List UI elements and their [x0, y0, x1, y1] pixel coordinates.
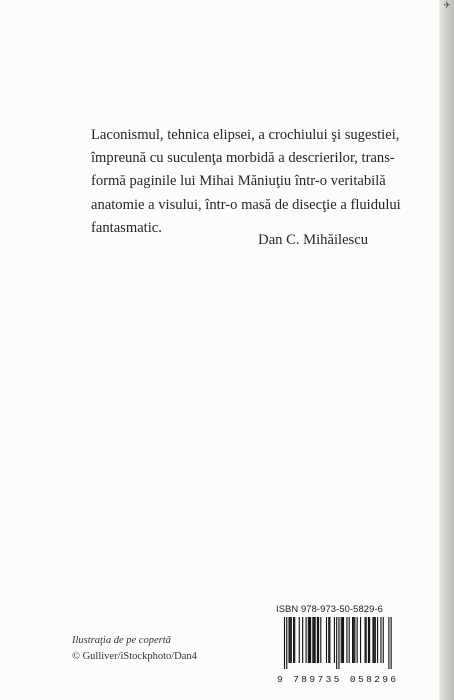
barcode-bar	[286, 617, 287, 669]
barcode-bar	[338, 617, 339, 669]
barcode-bar	[290, 617, 291, 663]
blurb-line: Laconismul, tehnica elipsei, a crochiului şi sugestiei,	[91, 127, 400, 143]
blurb-line: formă paginile lui Mihai Măniuţiu într-o veritabilă	[91, 173, 386, 190]
barcode-bar	[357, 617, 358, 663]
barcode-bar	[294, 617, 295, 663]
barcode-bar	[375, 617, 376, 663]
barcode-bar	[383, 617, 384, 663]
barcode-bar	[354, 617, 355, 663]
isbn-block	[276, 603, 399, 687]
barcode-bar	[288, 617, 289, 663]
barcode-bar	[308, 617, 309, 663]
barcode-bar	[336, 617, 337, 669]
barcode-bar	[291, 617, 292, 663]
barcode-bar	[343, 617, 344, 663]
blurb-text	[91, 124, 401, 240]
blurb-line: fantasmatic.	[91, 219, 162, 236]
barcode-bar	[306, 617, 307, 663]
barcode-bar	[310, 617, 311, 663]
credits-label: Ilustraţia de pe copertă	[72, 635, 171, 646]
barcode-bar	[380, 617, 381, 663]
barcode-bar	[318, 617, 319, 663]
barcode-bar	[313, 617, 314, 663]
barcode-bar	[328, 617, 329, 663]
barcode-bar	[341, 617, 342, 663]
isbn-number: ISBN 978-973-50-5829-6	[276, 603, 383, 614]
barcode-bar	[302, 617, 303, 663]
barcode-digits: 9 789735 058296	[277, 674, 399, 685]
barcode-bar	[293, 617, 294, 663]
barcode-bar	[365, 617, 366, 663]
barcode-bar	[326, 617, 327, 663]
barcode-bar	[366, 617, 367, 663]
credits-value: © Gulliver/iStockphoto/Dan4	[72, 651, 197, 662]
barcode-bar	[377, 617, 378, 663]
barcode-bar	[374, 617, 375, 663]
blurb-author: Dan C. Mihăilescu	[258, 232, 368, 248]
barcode-bar	[320, 617, 321, 663]
barcode-bar	[346, 617, 347, 663]
barcode-bar	[309, 617, 310, 663]
barcode-bar	[284, 617, 285, 669]
barcode-bar	[353, 617, 354, 663]
barcode-bar	[372, 617, 373, 663]
barcode-bar	[369, 617, 370, 663]
barcode-bar	[317, 617, 318, 663]
barcode-bar	[299, 617, 300, 663]
barcode-bar	[352, 617, 353, 663]
barcode-bar	[388, 617, 389, 669]
barcode-bar	[349, 617, 350, 663]
barcode-bar	[315, 617, 316, 663]
barcode-bar	[368, 617, 369, 663]
barcode-bar	[391, 617, 392, 669]
barcode-bar	[334, 617, 335, 663]
blurb-line: anatomie a visului, într-o masă de disecţie a fluidului	[91, 196, 401, 213]
barcode-bar	[342, 617, 343, 663]
barcode-bar	[329, 617, 330, 663]
cover-credits	[72, 633, 197, 665]
spine-publisher-logo: ✈	[443, 1, 451, 11]
spine-edge	[440, 0, 454, 700]
barcode	[276, 617, 394, 669]
barcode-bar	[360, 617, 361, 663]
blurb-line: împreună cu suculenţa morbidă a descrierilor, trans-	[91, 150, 395, 167]
barcode-bar	[312, 617, 313, 663]
